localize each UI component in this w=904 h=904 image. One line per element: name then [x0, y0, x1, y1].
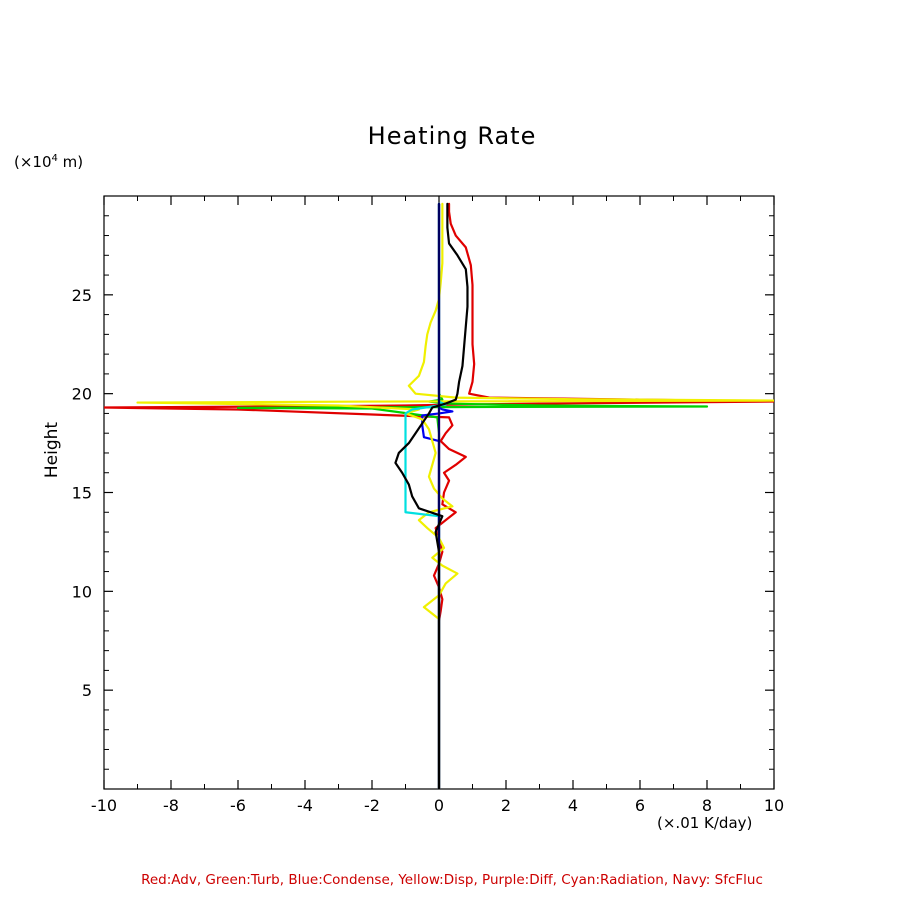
legend-caption: Red:Adv, Green:Turb, Blue:Condense, Yellow:Disp, Purple:Diff, Cyan:Radiation, Navy: SfcFluc	[141, 872, 763, 888]
x-tick-label: 0	[433, 796, 445, 815]
y-units-exponent: 4	[51, 153, 58, 164]
x-tick-label: -10	[90, 796, 118, 815]
y-units-prefix: (×10	[14, 153, 52, 171]
x-tick-label: -8	[163, 796, 179, 815]
x-tick-label: -2	[364, 796, 380, 815]
x-axis-label: (×.01 K/day)	[657, 814, 753, 832]
series-line-condense	[422, 204, 452, 789]
series-line-disp	[138, 204, 775, 789]
tick-labels	[72, 286, 785, 815]
y-units-suffix: m)	[57, 153, 84, 171]
x-tick-label: 8	[701, 796, 713, 815]
y-tick-label: 10	[71, 582, 92, 602]
chart-title: Heating Rate	[367, 122, 537, 150]
series-group	[104, 204, 774, 789]
x-tick-label: 6	[634, 796, 646, 815]
x-tick-label: -4	[297, 796, 313, 815]
y-tick-label: 5	[81, 681, 92, 701]
y-tick-label: 20	[71, 384, 92, 404]
x-tick-label: 2	[500, 796, 512, 815]
y-tick-label: 25	[71, 285, 92, 305]
y-axis-label: Height	[42, 421, 62, 479]
y-tick-label: 15	[71, 483, 92, 503]
x-tick-label: -6	[230, 796, 246, 815]
x-tick-label: 4	[567, 796, 579, 815]
x-tick-label: 10	[763, 796, 785, 815]
